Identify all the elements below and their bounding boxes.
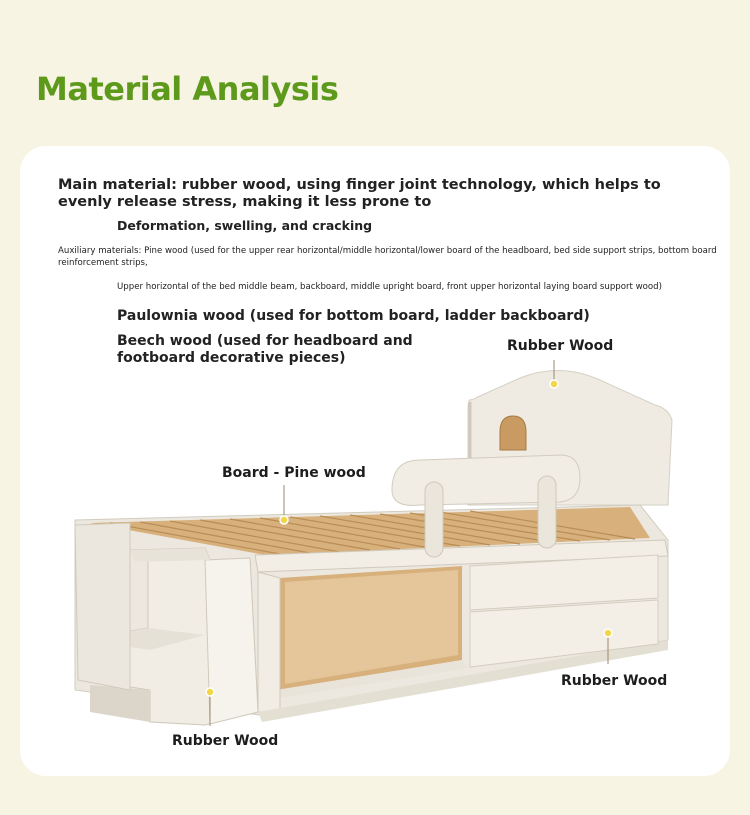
- page-title: Material Analysis: [36, 70, 339, 108]
- callout-drawer-label: Rubber Wood: [561, 673, 668, 689]
- callout-headboard-label: Rubber Wood: [507, 338, 614, 354]
- headboard-window: [500, 416, 526, 450]
- beech-wood-text: Beech wood (used for headboard and footboard decorative pieces): [117, 333, 413, 366]
- paulownia-wood-text: Paulownia wood (used for bottom board, ladder backboard): [117, 308, 590, 324]
- marker-steps: [206, 688, 214, 696]
- marker-headboard: [550, 380, 558, 388]
- main-material-effects: Deformation, swelling, and cracking: [117, 218, 373, 233]
- callout-slats-label: Board - Pine wood: [222, 465, 366, 481]
- marker-drawer: [604, 629, 612, 637]
- marker-slats: [280, 516, 288, 524]
- auxiliary-materials-continued: Upper horizontal of the bed middle beam, backboard, middle upright board, front upper horizontal laying board support wood): [117, 282, 662, 292]
- main-material-text: Main material: rubber wood, using finger joint technology, which helps to evenly release stress, making it less prone to: [58, 177, 661, 210]
- auxiliary-materials-text: Auxiliary materials: Pine wood (used for the upper rear horizontal/middle horizontal/lower board of the headboard, bed side support strips, bottom board reinforcement strips,: [58, 246, 717, 268]
- callout-steps-label: Rubber Wood: [172, 733, 279, 749]
